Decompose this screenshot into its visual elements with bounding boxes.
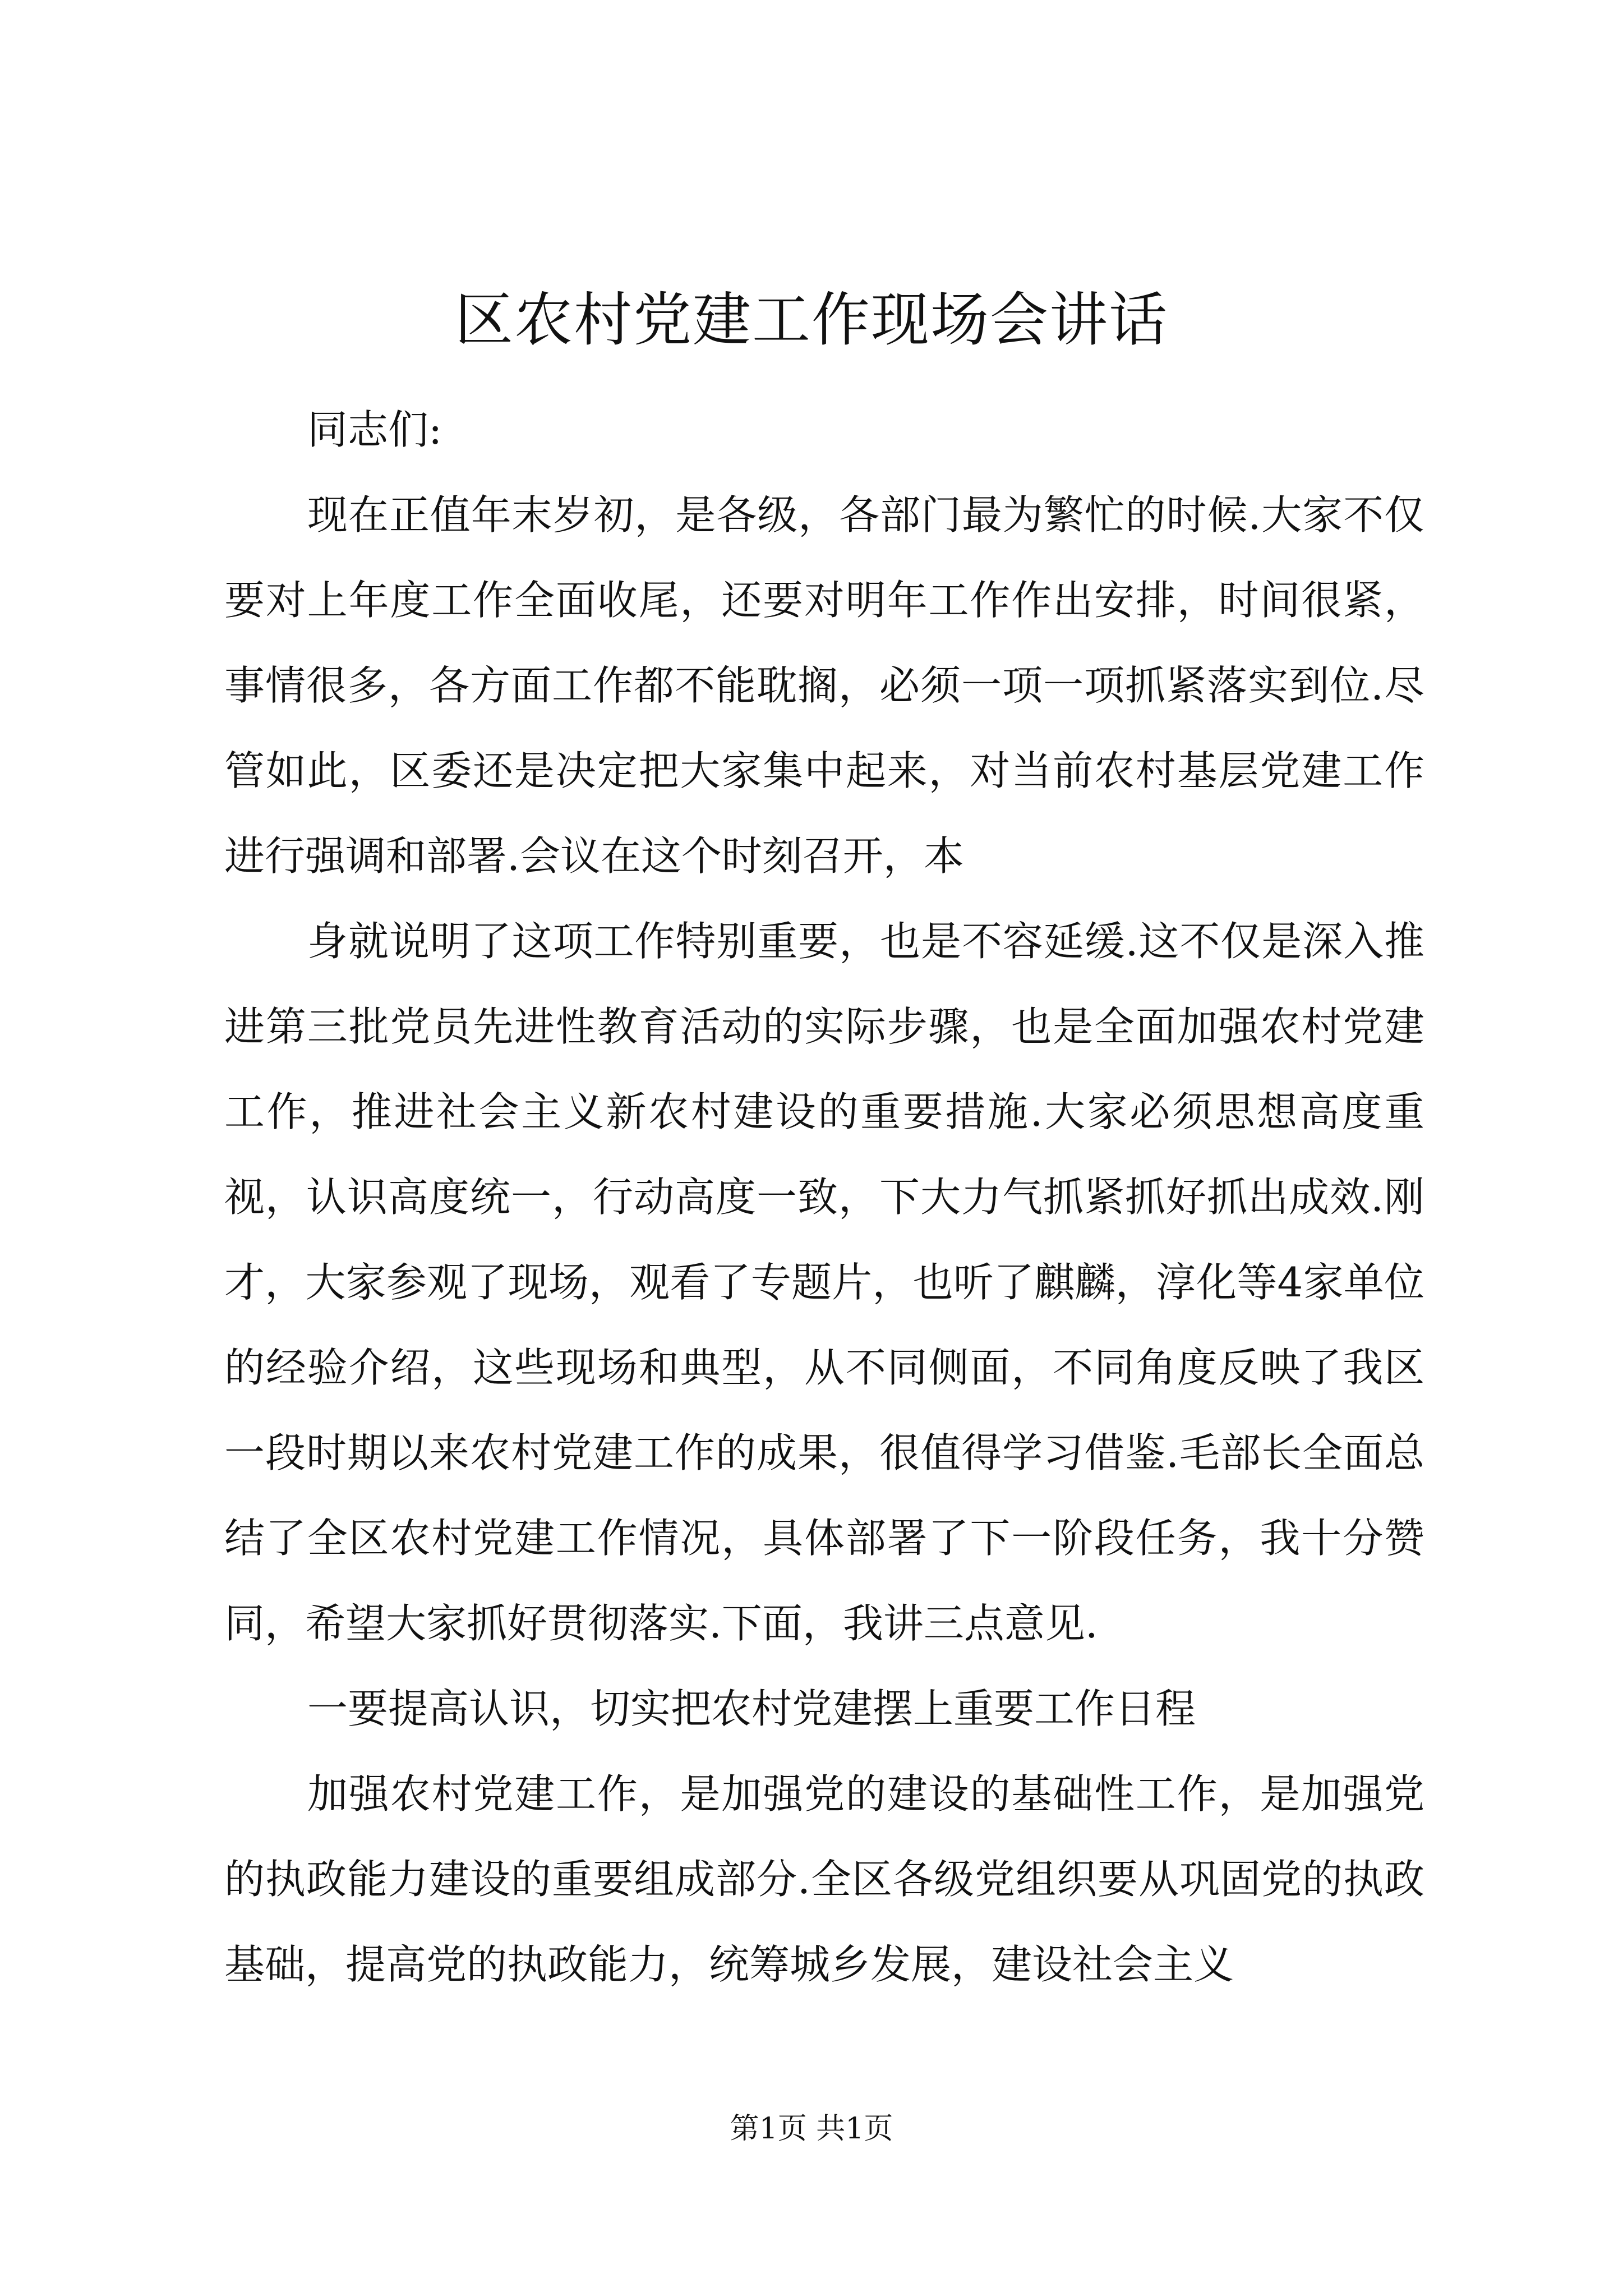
document-body xyxy=(224,387,1424,2007)
body-paragraph-2: 身就说明了这项工作特别重要，也是不容延缓.这不仅是深入推进第三批党员先进性教育活动的实际步骤，也是全面加强农村党建工作，推进社会主义新农村建设的重要措施.大家必须思想高度重视，认识高度统一，行动高度一致，下大力气抓紧抓好抓出成效.刚才，大家参观了现场，观看了专题片，也听了麒麟，淳化等4家单位的经验介绍，这些现场和典型，从不同侧面，不同角度反映了我区一段时期以来农村党建工作的成果，很值得学习借鉴.毛部长全面总结了全区农村党建工作情况，具体部署了下一阶段任务，我十分赞同，希望大家抓好贯彻落实.下面，我讲三点意见. xyxy=(224,918,1424,1647)
section-paragraph: 加强农村党建工作，是加强党的建设的基础性工作，是加强党的执政能力建设的重要组成部分.全区各级党组织要从巩固党的执政基础，提高党的执政能力，统筹城乡发展，建设社会主义 xyxy=(224,1770,1424,1988)
page-footer: 第1页 共1页 xyxy=(730,2112,893,2146)
document-title: 区农村党建工作现场会讲话 xyxy=(454,286,1168,354)
section-heading: 一要提高认识，切实把农村党建摆上重要工作日程 xyxy=(307,1685,1196,1732)
greeting-line: 同志们: xyxy=(307,406,442,453)
body-paragraph-1: 现在正值年末岁初，是各级，各部门最为繁忙的时候.大家不仅要对上年度工作全面收尾，还要对明年工作作出安排，时间很紧，事情很多，各方面工作都不能耽搁，必须一项一项抓紧落实到位.尽管如此，区委还是决定把大家集中起来，对当前农村基层党建工作进行强调和部署.会议在这个时刻召开，本 xyxy=(224,491,1424,880)
